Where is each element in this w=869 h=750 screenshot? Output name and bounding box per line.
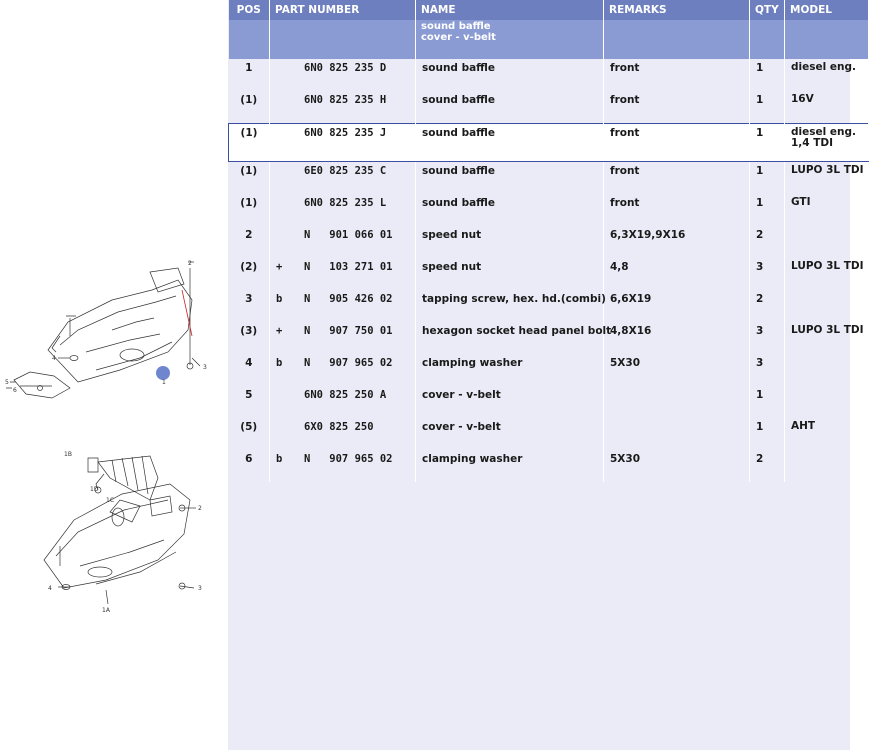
table-subheader-row [229, 20, 869, 59]
callout-6: 6 [13, 387, 17, 394]
diagram-lower-labels [48, 451, 202, 614]
row-pos: (1) [229, 194, 270, 226]
row-name: sound baffle [416, 59, 604, 91]
diagram-upper [6, 262, 200, 398]
row-name: clamping washer [416, 354, 604, 386]
row-pos: (5) [229, 418, 270, 450]
row-part-number [270, 91, 416, 124]
col-header-remarks[interactable]: REMARKS [604, 0, 750, 20]
callout-3b: 3 [198, 585, 202, 592]
row-qty: 1 [750, 386, 785, 418]
row-name: tapping screw, hex. hd.(combi) [416, 290, 604, 322]
row-remarks [604, 386, 750, 418]
row-part-number [270, 162, 416, 195]
callout-1b: 1B [64, 451, 72, 458]
row-part-code: 6N0 825 235 L [304, 197, 387, 209]
row-model-line1: LUPO 3L TDI [791, 324, 864, 336]
row-name: sound baffle [416, 162, 604, 195]
subheader-remarks [604, 20, 750, 59]
row-remarks: 6,6X19 [604, 290, 750, 322]
row-model [785, 162, 869, 195]
row-qty: 1 [750, 194, 785, 226]
row-pos: 6 [229, 450, 270, 482]
row-part-code: 6E0 825 235 C [304, 165, 387, 177]
row-qty: 3 [750, 322, 785, 354]
row-model [785, 322, 869, 354]
row-qty: 2 [750, 290, 785, 322]
row-model [785, 226, 869, 258]
row-pos: 2 [229, 226, 270, 258]
row-remarks: front [604, 59, 750, 91]
row-remarks: front [604, 194, 750, 226]
parts-diagram-svg[interactable] [0, 0, 228, 750]
row-qty: 1 [750, 91, 785, 124]
row-name: speed nut [416, 258, 604, 290]
row-part-prefix: + [276, 261, 283, 273]
table-row[interactable] [229, 322, 869, 354]
row-model [785, 386, 869, 418]
row-remarks: 6,3X19,9X16 [604, 226, 750, 258]
row-qty: 1 [750, 124, 785, 162]
row-model-line2: 1,4 TDI [791, 137, 834, 149]
row-model-line1: diesel eng. [791, 61, 856, 73]
subheader-part [270, 20, 416, 59]
callout-1c: 1C [106, 497, 115, 504]
parts-table [228, 0, 869, 482]
row-part-number [270, 59, 416, 91]
row-part-code: N 901 066 01 [304, 229, 393, 241]
subheader-pos [229, 20, 270, 59]
callout-1: 1 [162, 379, 166, 386]
callout-3: 3 [203, 364, 207, 371]
callout-4: 4 [52, 355, 56, 362]
row-part-number [270, 418, 416, 450]
table-row[interactable] [229, 258, 869, 290]
col-header-qty[interactable]: QTY [750, 0, 785, 20]
row-remarks: 4,8 [604, 258, 750, 290]
row-part-prefix: b [276, 357, 283, 369]
table-row[interactable] [229, 450, 869, 482]
col-header-model[interactable]: MODEL [785, 0, 869, 20]
row-remarks: 4,8X16 [604, 322, 750, 354]
row-qty: 1 [750, 418, 785, 450]
row-pos: (1) [229, 162, 270, 195]
row-part-number [270, 258, 416, 290]
row-part-number [270, 322, 416, 354]
callout-2: 2 [188, 260, 192, 267]
row-model [785, 59, 869, 91]
row-part-code: 6N0 825 235 D [304, 62, 387, 74]
row-pos: 5 [229, 386, 270, 418]
row-part-number [270, 450, 416, 482]
row-name: hexagon socket head panel bolt [416, 322, 604, 354]
row-part-code: N 907 965 02 [304, 357, 393, 369]
row-name: cover - v-belt [416, 418, 604, 450]
callout-2b: 2 [198, 505, 202, 512]
row-part-code: N 103 271 01 [304, 261, 393, 273]
subheader-qty [750, 20, 785, 59]
row-model [785, 354, 869, 386]
diagram-panel [0, 0, 228, 750]
table-row[interactable] [229, 226, 869, 258]
subheader-name-line1: sound baffle [421, 21, 491, 32]
row-model [785, 258, 869, 290]
row-part-prefix: + [276, 325, 283, 337]
table-body [229, 59, 869, 482]
row-model-line1: diesel eng. [791, 126, 856, 138]
row-remarks: front [604, 91, 750, 124]
row-qty: 2 [750, 450, 785, 482]
col-header-name[interactable]: NAME [416, 0, 604, 20]
subheader-name-line2: cover - v-belt [421, 32, 496, 43]
row-qty: 3 [750, 354, 785, 386]
row-part-number [270, 226, 416, 258]
row-model-line1: GTI [791, 196, 811, 208]
table-row[interactable] [229, 354, 869, 386]
table-row[interactable] [229, 194, 869, 226]
row-part-number [270, 194, 416, 226]
row-model-line1: LUPO 3L TDI [791, 260, 864, 272]
row-model [785, 450, 869, 482]
row-part-code: 6N0 825 235 H [304, 94, 387, 106]
parts-table-panel [228, 0, 864, 750]
col-header-part-number[interactable]: PART NUMBER [270, 0, 416, 20]
table-row[interactable] [229, 386, 869, 418]
row-name: sound baffle [416, 91, 604, 124]
row-qty: 3 [750, 258, 785, 290]
row-name: sound baffle [416, 194, 604, 226]
diagram-lower [44, 456, 196, 604]
row-pos: (3) [229, 322, 270, 354]
callout-5: 5 [5, 379, 9, 386]
row-pos: (1) [229, 124, 270, 162]
row-part-number [270, 354, 416, 386]
row-part-code: N 905 426 02 [304, 293, 393, 305]
row-model [785, 194, 869, 226]
col-header-pos[interactable]: POS [229, 0, 270, 20]
row-part-prefix: b [276, 293, 283, 305]
highlight-marker-icon[interactable] [156, 366, 170, 380]
table-row[interactable] [229, 59, 869, 91]
table-row-selected[interactable] [229, 124, 869, 162]
row-model [785, 418, 869, 450]
row-pos: (1) [229, 91, 270, 124]
row-qty: 1 [750, 59, 785, 91]
subheader-model [785, 20, 869, 59]
row-part-code: 6X0 825 250 [304, 421, 374, 433]
row-part-code: 6N0 825 235 J [304, 127, 387, 139]
row-name: sound baffle [416, 124, 604, 162]
row-remarks: front [604, 124, 750, 162]
row-part-code: N 907 750 01 [304, 325, 393, 337]
row-remarks [604, 418, 750, 450]
row-remarks: 5X30 [604, 450, 750, 482]
table-row[interactable] [229, 290, 869, 322]
subheader-name [416, 20, 604, 59]
table-row[interactable] [229, 162, 869, 195]
callout-1a: 1A [102, 607, 110, 614]
table-row[interactable] [229, 91, 869, 124]
row-pos: 4 [229, 354, 270, 386]
callout-4b: 4 [48, 585, 52, 592]
table-row[interactable] [229, 418, 869, 450]
row-part-number [270, 124, 416, 162]
row-model-line1: AHT [791, 420, 816, 432]
row-model [785, 290, 869, 322]
table-header-row [229, 0, 869, 20]
row-model-line1: LUPO 3L TDI [791, 164, 864, 176]
row-model-line1: 16V [791, 93, 814, 105]
row-part-number [270, 290, 416, 322]
row-name: speed nut [416, 226, 604, 258]
row-qty: 2 [750, 226, 785, 258]
row-model [785, 124, 869, 162]
callout-1d: 1D [90, 486, 99, 493]
row-pos: (2) [229, 258, 270, 290]
row-remarks: front [604, 162, 750, 195]
row-part-number [270, 386, 416, 418]
row-qty: 1 [750, 162, 785, 195]
row-pos: 1 [229, 59, 270, 91]
row-model [785, 91, 869, 124]
row-part-code: 6N0 825 250 A [304, 389, 387, 401]
row-pos: 3 [229, 290, 270, 322]
row-name: cover - v-belt [416, 386, 604, 418]
row-part-prefix: b [276, 453, 283, 465]
row-remarks: 5X30 [604, 354, 750, 386]
row-name: clamping washer [416, 450, 604, 482]
row-part-code: N 907 965 02 [304, 453, 393, 465]
